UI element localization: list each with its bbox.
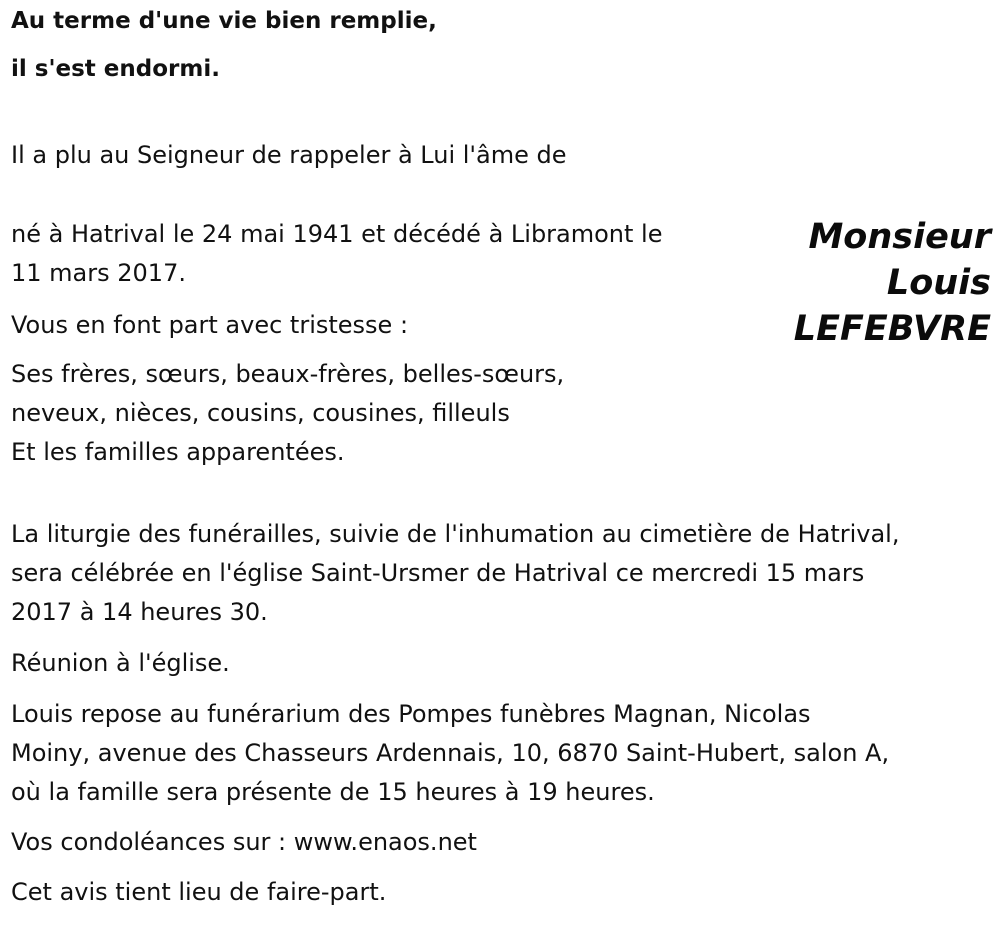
notice-text: Cet avis tient lieu de faire-part. xyxy=(11,878,387,906)
intro-line-1: Au terme d'une vie bien remplie, xyxy=(11,8,437,34)
deceased-first-name: Louis xyxy=(886,263,991,303)
sadness-text: Vous en font part avec tristesse : xyxy=(11,311,409,339)
meeting-text: Réunion à l'église. xyxy=(11,649,230,677)
liturgy-text xyxy=(11,515,899,632)
intro-line-2: il s'est endormi. xyxy=(11,56,220,82)
repose-line-1: Louis repose au funérarium des Pompes funèbres Magnan, Nicolas xyxy=(11,700,811,728)
birth-death-line-1: né à Hatrival le 24 mai 1941 et décédé à Libramont le xyxy=(11,220,663,248)
deceased-last-name: LEFEBVRE xyxy=(793,309,991,349)
repose-line-2: Moiny, avenue des Chasseurs Ardennais, 10, 6870 Saint-Hubert, salon A, xyxy=(11,739,890,767)
birth-death-line-2: 11 mars 2017. xyxy=(11,259,186,287)
deceased-name xyxy=(794,214,991,352)
family-line-3: Et les familles apparentées. xyxy=(11,438,345,466)
family-list xyxy=(11,355,564,472)
repose-line-3: où la famille sera présente de 15 heures à 19 heures. xyxy=(11,778,655,806)
family-line-2: neveux, nièces, cousins, cousines, filleuls xyxy=(11,399,510,427)
deceased-title: Monsieur xyxy=(808,217,991,257)
repose-text xyxy=(11,695,889,812)
announcement-text: Il a plu au Seigneur de rappeler à Lui l'âme de xyxy=(11,141,567,169)
family-line-1: Ses frères, sœurs, beaux-frères, belles-sœurs, xyxy=(11,360,565,388)
condolences-label: Vos condoléances sur : xyxy=(11,828,294,856)
condolences-link[interactable]: www.enaos.net xyxy=(293,828,477,856)
liturgy-line-2: sera célébrée en l'église Saint-Ursmer de Hatrival ce mercredi 15 mars xyxy=(11,559,865,587)
liturgy-line-3: 2017 à 14 heures 30. xyxy=(11,598,268,626)
birth-death-text xyxy=(11,215,663,293)
liturgy-line-1: La liturgie des funérailles, suivie de l'inhumation au cimetière de Hatrival, xyxy=(11,520,900,548)
condolences-line xyxy=(11,822,477,862)
